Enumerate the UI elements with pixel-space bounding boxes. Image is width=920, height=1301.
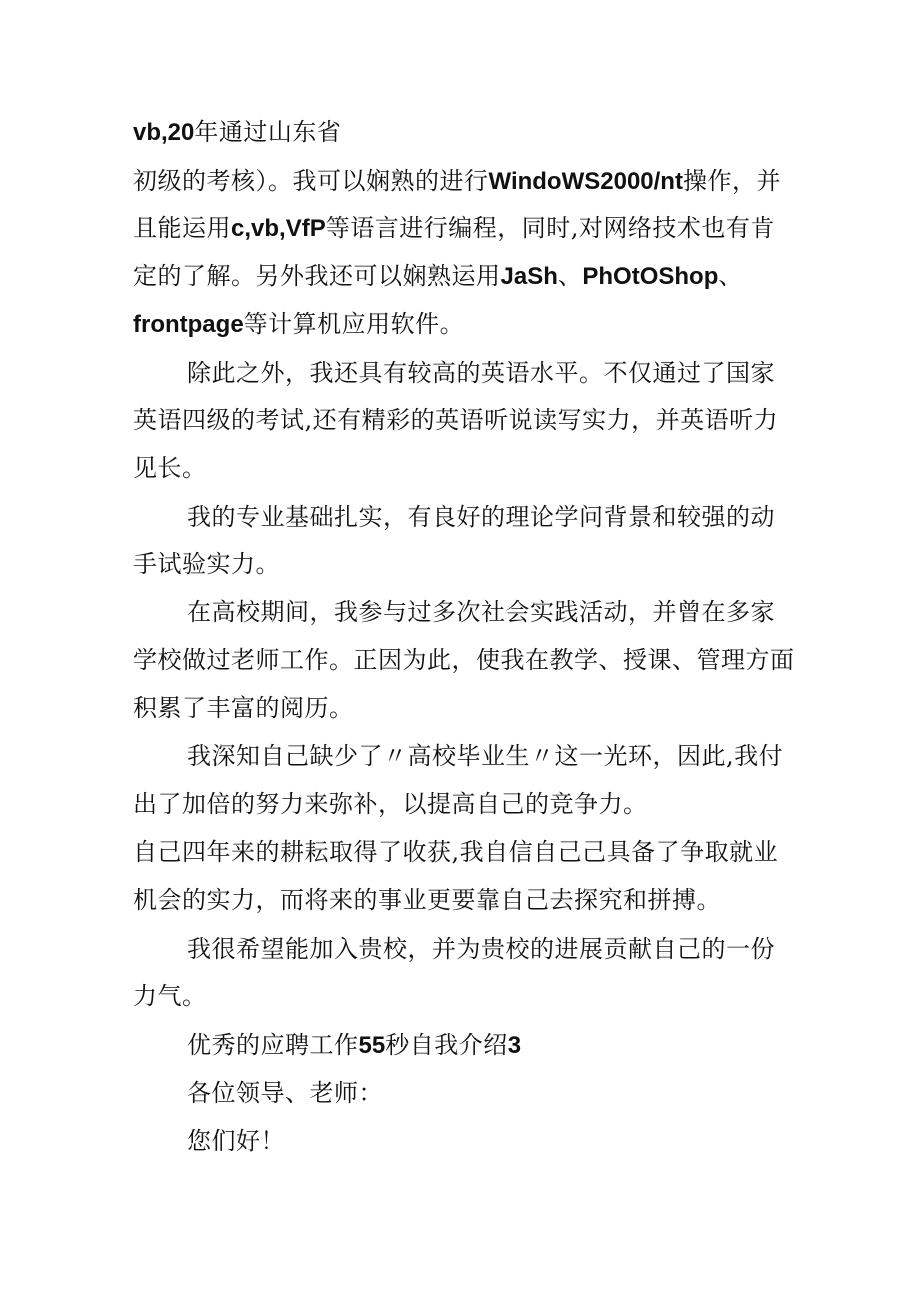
text-line: 机会的实力，而将来的事业更要靠自己去探究和拼搏。 — [133, 886, 721, 914]
text-line: 学校做过老师工作。正因为此，使我在教学、授课、管理方面 — [133, 646, 795, 674]
text-line: 英语四级的考试,还有精彩的英语听说读写实力，并英语听力 — [133, 406, 779, 434]
text-line: 见长。 — [133, 454, 207, 482]
section-heading: 优秀的应聘工作55秒自我介绍3 — [187, 1031, 522, 1059]
paragraph-start: 我很希望能加入贵校，并为贵校的进展贡献自己的一份 — [187, 935, 775, 963]
paragraph-start: 在高校期间，我参与过多次社会实践活动，并曾在多家 — [187, 598, 775, 626]
paragraph-start: 除此之外，我还具有较高的英语水平。不仅通过了国家 — [187, 359, 775, 387]
salutation: 各位领导、老师： — [187, 1079, 383, 1107]
greeting: 您们好！ — [187, 1127, 285, 1155]
text-line: vb,20年通过山东省 — [133, 118, 342, 146]
text-line: 手试验实力。 — [133, 550, 280, 578]
text-line: 且能运用c,vb,VfP等语言进行编程，同时,对网络技术也有肯 — [133, 214, 775, 242]
text-line: 自己四年来的耕耘取得了收获,我自信自己己具备了争取就业 — [133, 838, 779, 866]
text-line: 定的了解。另外我还可以娴熟运用JaSh、PhOtOShop、 — [133, 262, 743, 290]
paragraph-start: 我深知自己缺少了〃高校毕业生〃这一光环，因此,我付 — [187, 742, 784, 770]
text-line: 初级的考核）。我可以娴熟的进行WindoWS2000/nt操作，并 — [133, 167, 781, 195]
text-line: 力气。 — [133, 982, 207, 1010]
text-line: frontpage等计算机应用软件。 — [133, 310, 465, 338]
text-line: 积累了丰富的阅历。 — [133, 694, 354, 722]
paragraph-start: 我的专业基础扎实，有良好的理论学问背景和较强的动 — [187, 503, 775, 531]
text-line: 出了加倍的努力来弥补，以提高自己的竞争力。 — [133, 790, 648, 818]
